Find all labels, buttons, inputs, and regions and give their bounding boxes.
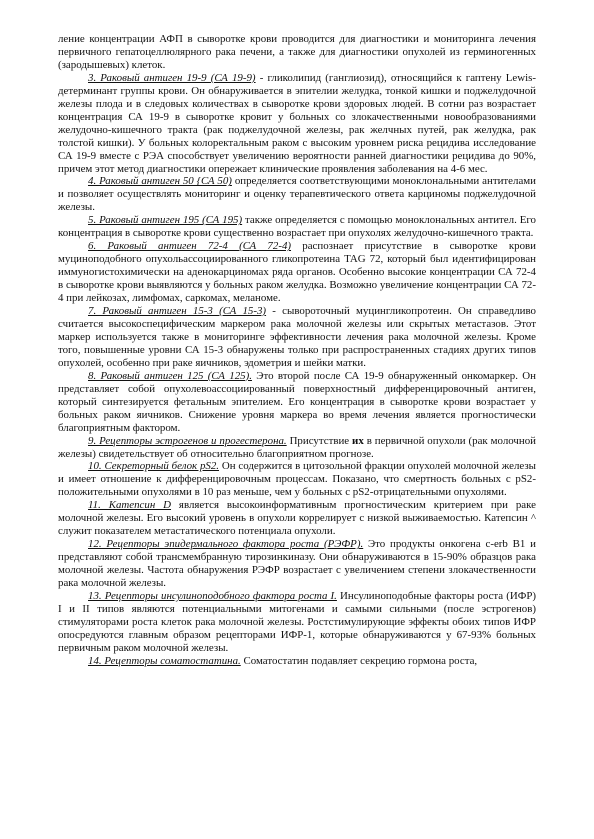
paragraph-heading: 14. Рецепторы соматостатина. [88,654,241,667]
paragraph-text: распознает присутствие в сыворотке крови муциноподобного опухольассоциированного гликопротеина TAG 72, который был идентифицирован иммуногистохимически на аденокарциномах ряда органов. Особенно высокие концентрации СА 72-4 в сыворотке крови выявляются у больных раком желудка. Возможно увеличение концентрации СА 72-4 при лейкозах, лимфомах, саркомах, меланоме. [58,240,536,305]
paragraph-heading: 10. Секреторный белок pS2. [88,460,220,473]
paragraph-heading: 11. Катепсин D [88,499,172,512]
paragraph-somatostatin-receptors [58,655,536,668]
paragraph-text: в первичной опухоли (рак молочной железы) свидетельствует об относительно благоприятном прогнозе. [58,434,537,460]
paragraph-text: Он содержится в цитозольной фракции опухолей молочной железы и имеет отношение к дифференцировочным процессам. Показано, что смертность больных с pS2-положительными опухолями в 10 раз меньше, чем у больных с pS2-отрицательными опухолями. [58,460,536,499]
paragraph-heading: 4. Раковый антиген 50 {СА 50) [88,175,232,188]
paragraph-afp-continuation [58,33,536,72]
paragraph-heading: 7. Раковый антиген 15-3 (СА 15-3) [88,305,267,318]
paragraph-ca50 [58,175,536,214]
paragraph-ca19-9 [58,72,536,176]
paragraph-text: Инсулиноподобные факторы роста (ИФР) I и II типов являются потенциальными митогенами и самыми сильными (после эстрогенов) стимуляторами роста клеток рака молочной железы. Ростстимулирующие эффекты обоих типов ИФР опосредуются главным образом рецепторами ИФР-1, которые обнаруживаются у 67-93% больных первичным раком молочной железы. [58,589,537,654]
paragraph-text-before: Присутствие [286,434,353,447]
paragraph-heading: 9. Рецепторы эстрогенов и прогестерона. [88,434,287,447]
paragraph-igf-receptors [58,590,536,655]
paragraph-text: - гликолипид (ганглиозид), относящийся к гаптену Lewis-детерминант группы крови. Он обнаруживается в эпителии желудка, тонкой кишки и поджелудочной железы плода и в следовых количествах в сыворотке крови здоровых людей. В сотни раз возрастает концентрация СА 19-9 в сыворотке кровит у больных со злокачественными новообразованиями желудочно-кишечного тракта (рак поджелудочной железы, рак желчных путей, рак желудка, рак толстой кишки). У больных колоректальным раком с высоким уровнем риска рецидива исследование СА 19-9 вместе с РЭА способствует увеличению вероятности ранней диагностики рецидива до 90%, причем этот метод диагностики опережает клинические проявления заболевания на 4-6 мес. [58,71,536,175]
paragraph-text: Это продукты онкогена c-erb B1 и представляют собой трансмембранную тирозинкиназу. Они обнаруживаются в 15-90% образцов рака молочной железы. Частота обнаружения РЭФР возрастает с увеличением степени злокачественности рака молочной железы. [58,538,536,590]
paragraph-text: Соматостатин подавляет секрецию гормона роста, [240,654,478,667]
paragraph-ca15-3 [58,305,536,370]
paragraph-cathepsin-d [58,499,536,538]
paragraph-heading: 5. Раковый антиген 195 (СА 195) [88,214,243,227]
paragraph-heading: 12. Рецепторы эпидермального фактора роста (РЭФР). [88,538,364,551]
paragraph-ca125 [58,370,536,435]
document-body [58,33,536,668]
paragraph-ca195 [58,214,536,240]
paragraph-ca72-4 [58,240,536,305]
paragraph-heading: 3. Раковый антиген 19-9 (СА 19-9) [88,71,256,84]
paragraph-text: является высокоинформативным прогностическим критерием при раке молочной железы. Его высокий уровень в опухоли коррелирует с низкой выживаемостью. Катепсин ^ служит показателем метастатического потенциала опухоли. [58,499,536,538]
paragraph-text: Это второй после СА 19-9 обнаруженный онкомаркер. Он представляет собой опухолевоассоциированный поверхностный дифференцировочный антиген, который синтезируется фетальным эпителием. Его концентрация в сыворотке крови возрастает у больных раком яичников. Снижение уровня маркера во время лечения является прогностически благоприятным фактором. [58,369,536,434]
paragraph-text: определяется соответствующими моноклональными антителами и позволяет осуществлять мониторинг и оценку терапевтического ответа карциномы поджелудочной железы. [58,175,536,214]
paragraph-text: также определяется с помощью моноклональных антител. Его концентрация в сыворотке крови существенно возрастает при опухолях желудочно-кишечного тракта. [58,214,536,240]
paragraph-ps2 [58,460,536,499]
paragraph-estrogen-receptors [58,435,536,461]
paragraph-bold-word: их [352,434,364,447]
paragraph-egfr [58,538,536,590]
paragraph-heading: 8. Раковый антиген 125 (СА 125). [88,369,252,382]
paragraph-text: ление концентрации АФП в сыворотке крови проводится для диагностики и мониторинга лечения первичного гепатоцеллюлярного рака печени, а также для диагностики опухолей из герминогенных (зародышевых) клеток. [58,33,536,71]
paragraph-heading: 13. Рецепторы инсулиноподобного фактора роста I. [88,589,337,602]
paragraph-heading: 6. Раковый антиген 72-4 (СА 72-4) [88,240,292,253]
paragraph-text: - сывороточный муцингликопротеин. Он справедливо считается высокоспецифическим маркером рака молочной железы или скрытых метастазов. Этот маркер используется также в мониторинге эффективности лечения рака молочной железы. Кроме того, повышенные уровни СА 15-3 обнаружены только при распространенных стадиях других типов опухолей, особенно при раке яичников, эдометрия и шейки матки. [58,305,536,369]
